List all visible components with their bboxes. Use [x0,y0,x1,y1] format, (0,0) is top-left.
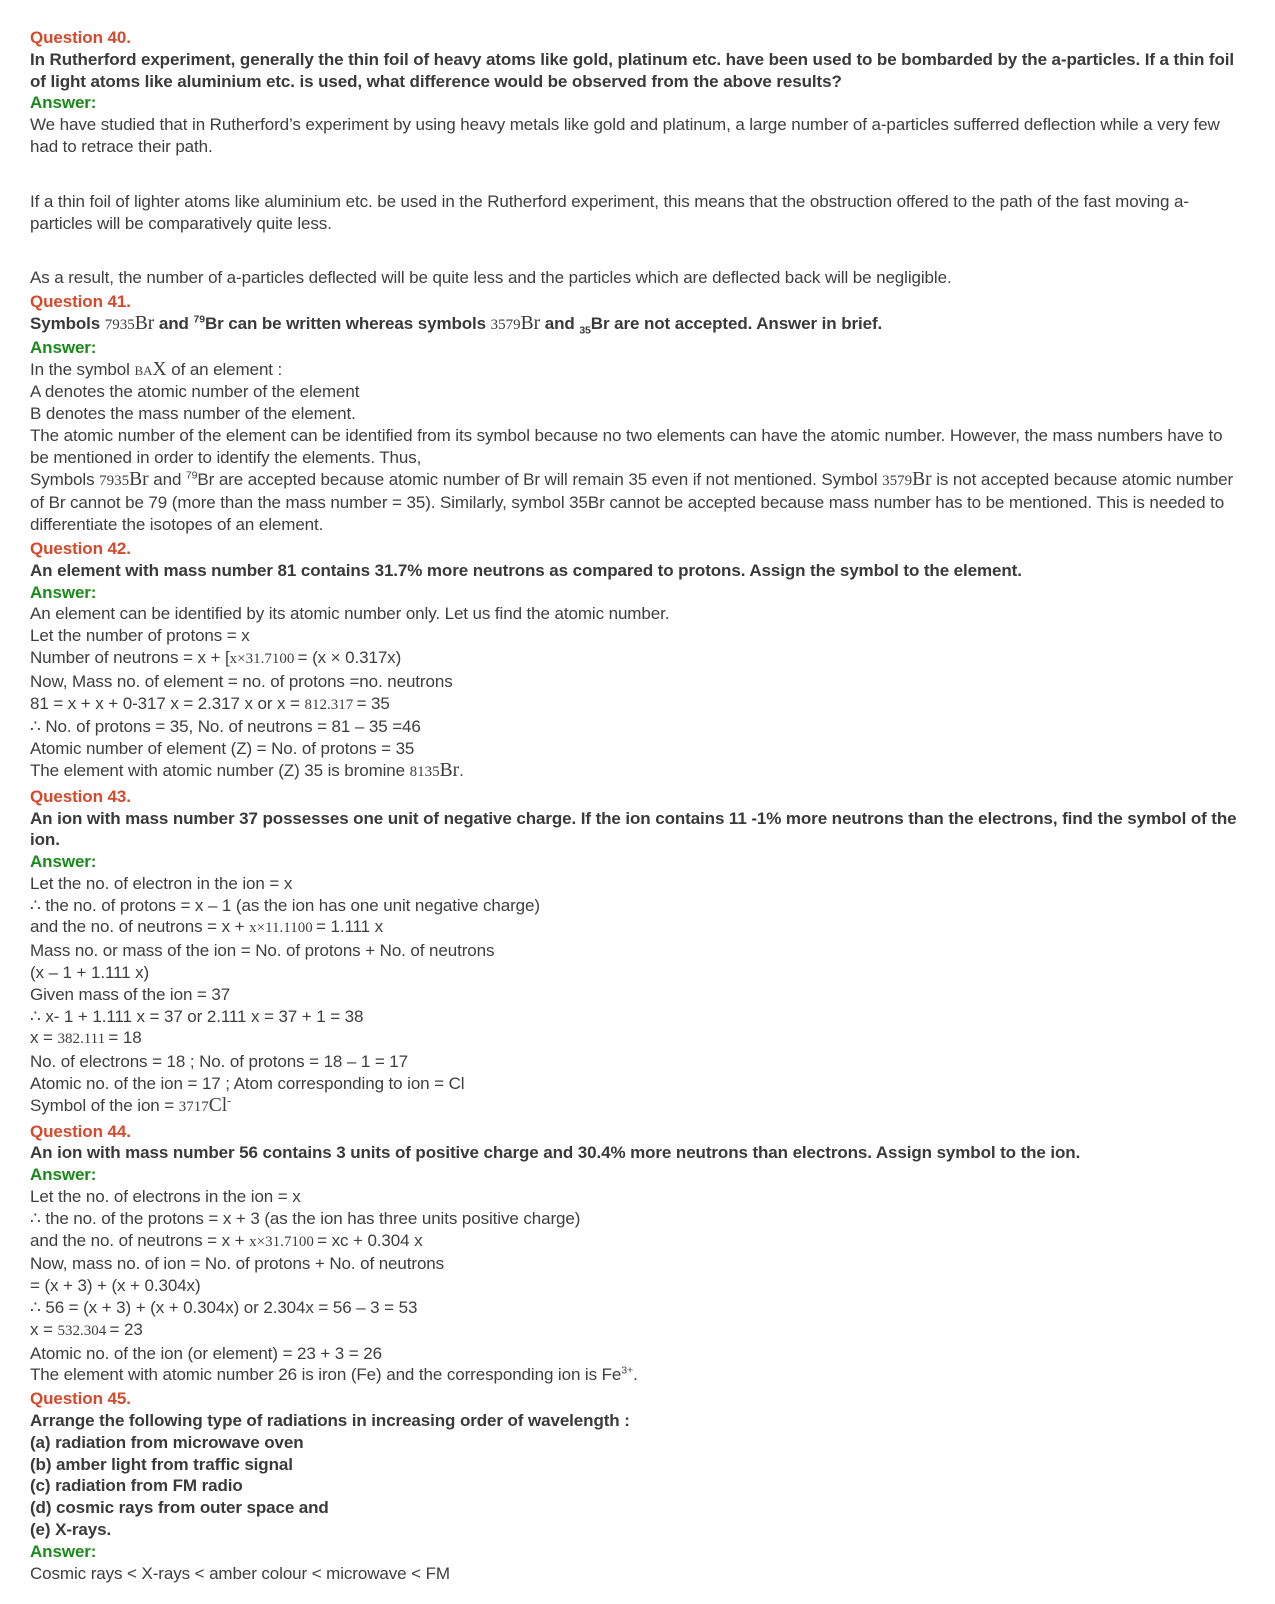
text-line: (c) radiation from FM radio [30,1476,243,1496]
answer-label: Answer: [30,1165,97,1185]
text-line: An ion with mass number 56 contains 3 units of positive charge and 30.4% more neutrons than electrons. Assign symbol to the ion. [30,1143,1081,1163]
answer-body [30,603,1245,783]
text-line: and the no. of neutrons = x + x×11.1100 = 1.111 x [30,917,384,937]
math-fragment: Br [520,312,541,334]
text-line: (x – 1 + 1.111 x) [30,963,150,983]
math-fragment: 3579 [882,472,913,489]
question-text [30,49,1245,93]
question-heading: Question 41. [30,292,131,312]
text-line: ∴ 56 = (x + 3) + (x + 0.304x) or 2.304x = 56 – 3 = 53 [30,1298,418,1318]
question-block [30,27,1245,289]
text-line: Symbol of the ion = 3717Cl- [30,1093,232,1116]
answer-paragraph [30,359,1245,536]
question-heading: Question 42. [30,538,131,558]
math-fragment: 8135 [409,763,440,780]
math-fragment: Br [134,312,155,334]
math-fragment: x×11.1100 [249,920,313,937]
text-line: Let the no. of electron in the ion = x [30,873,293,893]
text-line: Atomic number of element (Z) = No. of protons = 35 [30,739,415,759]
question-block [30,1121,1245,1387]
text-line: Arrange the following type of radiations in increasing order of wavelength : [30,1411,630,1431]
question-heading: Question 45. [30,1389,131,1409]
math-fragment: 382.111 [57,1031,106,1048]
question-block [30,1388,1245,1584]
text-line: and the no. of neutrons = x + x×31.7100 = xc + 0.304 x [30,1230,423,1250]
answer-paragraph [30,191,1245,235]
text-line: Now, Mass no. of element = no. of protons =no. neutrons [30,671,453,691]
answer-label: Answer: [30,1541,97,1561]
math-fragment: 35 [579,324,591,337]
text-line: (d) cosmic rays from outer space and [30,1498,329,1518]
answer-body [30,1563,1245,1585]
text-line: An element can be identified by its atomic number only. Let us find the atomic number. [30,604,670,624]
text-line: Atomic no. of the ion (or element) = 23 + 3 = 26 [30,1343,382,1363]
math-fragment: BA [134,362,153,378]
math-fragment: x×31.7100 [229,650,295,667]
math-fragment: 3+ [621,1364,634,1377]
text-line: In the symbol BAX of an element : [30,358,283,380]
answer-paragraph [30,1186,1245,1386]
text-line: We have studied that in Rutherford’s experiment by using heavy metals like gold and platinum, a large number of a-particles sufferred deflection while a very few had to retrace their path. [30,115,1220,156]
question-block [30,538,1245,784]
math-fragment: 79 [193,313,205,326]
question-text [30,808,1245,852]
answer-paragraph [30,1563,1245,1585]
answer-paragraph [30,267,1245,289]
question-text [30,1142,1245,1164]
text-line: The element with atomic number 26 is iron (Fe) and the corresponding ion is $Fe^{3+}$. [30,1364,638,1385]
text-line: Symbols 7935Br and $^{79}$Br are accepted because atomic number of Br will remain 35 even if not mentioned. Symbol 3579Br is not accepted because atomic number of Br cannot be 79 (more than the mass number = 35). Similarly, symbol 35Br cannot be accepted because mass number has to be mentioned. This is needed to differentiate the isotopes of an element. [30,468,1234,535]
text-line: The atomic number of the element can be identified from its symbol because no two elements can have the atomic number. However, the mass numbers have to be mentioned in order to identify the elements. Thus, [30,425,1223,467]
text-line: ∴ x- 1 + 1.111 x = 37 or 2.111 x = 37 + 1 = 38 [30,1006,364,1026]
answer-body [30,359,1245,536]
question-block [30,291,1245,536]
text-line: Cosmic rays < X-rays < amber colour < microwave < FM [30,1563,450,1583]
text-line: ∴ No. of protons = 35, No. of neutrons = 81 – 35 =46 [30,717,421,737]
answer-body [30,114,1245,289]
math-fragment: 7935 [99,472,130,489]
text-line: B denotes the mass number of the element. [30,404,356,424]
text-line: (b) amber light from traffic signal [30,1454,293,1474]
answer-body [30,1186,1245,1386]
text-line: A denotes the atomic number of the element [30,382,360,402]
text-line: An ion with mass number 37 possesses one unit of negative charge. If the ion contains 11 -1% more neutrons than the electrons, find the symbol of the ion. [30,808,1237,850]
answer-paragraph [30,603,1245,783]
math-fragment: Cl [208,1094,228,1116]
question-heading: Question 43. [30,786,131,806]
text-line: x = 532.304 = 23 [30,1319,143,1339]
math-fragment: 3579 [490,316,521,333]
text-line: = (x + 3) + (x + 0.304x) [30,1276,201,1296]
text-line: No. of electrons = 18 ; No. of protons = 18 – 1 = 17 [30,1052,409,1072]
math-fragment: - [227,1093,232,1108]
text-line: Symbols 7935Br and $^{79}$Br can be written whereas symbols 3579Br and $_{35}$Br are not accepted. Answer in brief. [30,312,883,337]
math-fragment: Br [129,468,149,490]
math-fragment: 79 [185,468,198,481]
math-fragment: 3717 [178,1098,209,1115]
text-line: If a thin foil of lighter atoms like aluminium etc. be used in the Rutherford experiment, this means that the obstruction offered to the path of the fast moving a-particles will be comparatively quite less. [30,191,1189,233]
text-line: ∴ the no. of the protons = x + 3 (as the ion has three units positive charge) [30,1208,581,1228]
answer-label: Answer: [30,582,97,602]
text-line: Now, mass no. of ion = No. of protons + No. of neutrons [30,1254,445,1274]
text-line: Let the number of protons = x [30,626,250,646]
math-fragment: X [152,358,167,380]
answer-paragraph [30,114,1245,158]
math-fragment: x×31.7100 [249,1233,314,1250]
text-line: (a) radiation from microwave oven [30,1432,304,1452]
text-line: An element with mass number 81 contains 31.7% more neutrons as compared to protons. Assign the symbol to the element. [30,560,1022,580]
answer-body [30,873,1245,1119]
text-line: Number of neutrons = x + [x×31.7100 = (x × 0.317x) [30,647,402,667]
answer-label: Answer: [30,337,97,357]
question-block [30,786,1245,1119]
text-line: (e) X-rays. [30,1520,112,1539]
text-line: Atomic no. of the ion = 17 ; Atom corresponding to ion = Cl [30,1074,465,1094]
question-heading: Question 44. [30,1121,131,1141]
question-text [30,1410,1245,1541]
math-fragment: 7935 [104,316,135,333]
text-line: Given mass of the ion = 37 [30,984,231,1004]
text-line: ∴ the no. of protons = x – 1 (as the ion has one unit negative charge) [30,895,540,915]
question-heading: Question 40. [30,28,131,47]
text-line: Let the no. of electrons in the ion = x [30,1187,301,1207]
answer-label: Answer: [30,93,97,113]
math-fragment: Br [912,468,932,490]
text-line: The element with atomic number (Z) 35 is bromine 8135Br. [30,759,464,781]
answer-label: Answer: [30,852,97,872]
text-line: x = 382.111 = 18 [30,1028,142,1048]
question-text [30,313,1245,337]
math-fragment: 532.304 [57,1322,107,1339]
question-text [30,560,1245,582]
text-line: Mass no. or mass of the ion = No. of protons + No. of neutrons [30,941,495,961]
text-line: 81 = x + x + 0-317 x = 2.317 x or x = 812.317 = 35 [30,693,390,713]
text-line: In Rutherford experiment, generally the thin foil of heavy atoms like gold, platinum etc. have been used to be bombarded by the a-particles. If a thin foil of light atoms like aluminium etc. is used, what difference would be observed from the above results? [30,49,1234,91]
questions [30,27,1245,1584]
math-fragment: Br [439,759,460,781]
text-line: As a result, the number of a-particles deflected will be quite less and the particles which are deflected back will be negligible. [30,268,952,288]
math-fragment: 812.317 [304,696,354,713]
answer-paragraph [30,873,1245,1119]
